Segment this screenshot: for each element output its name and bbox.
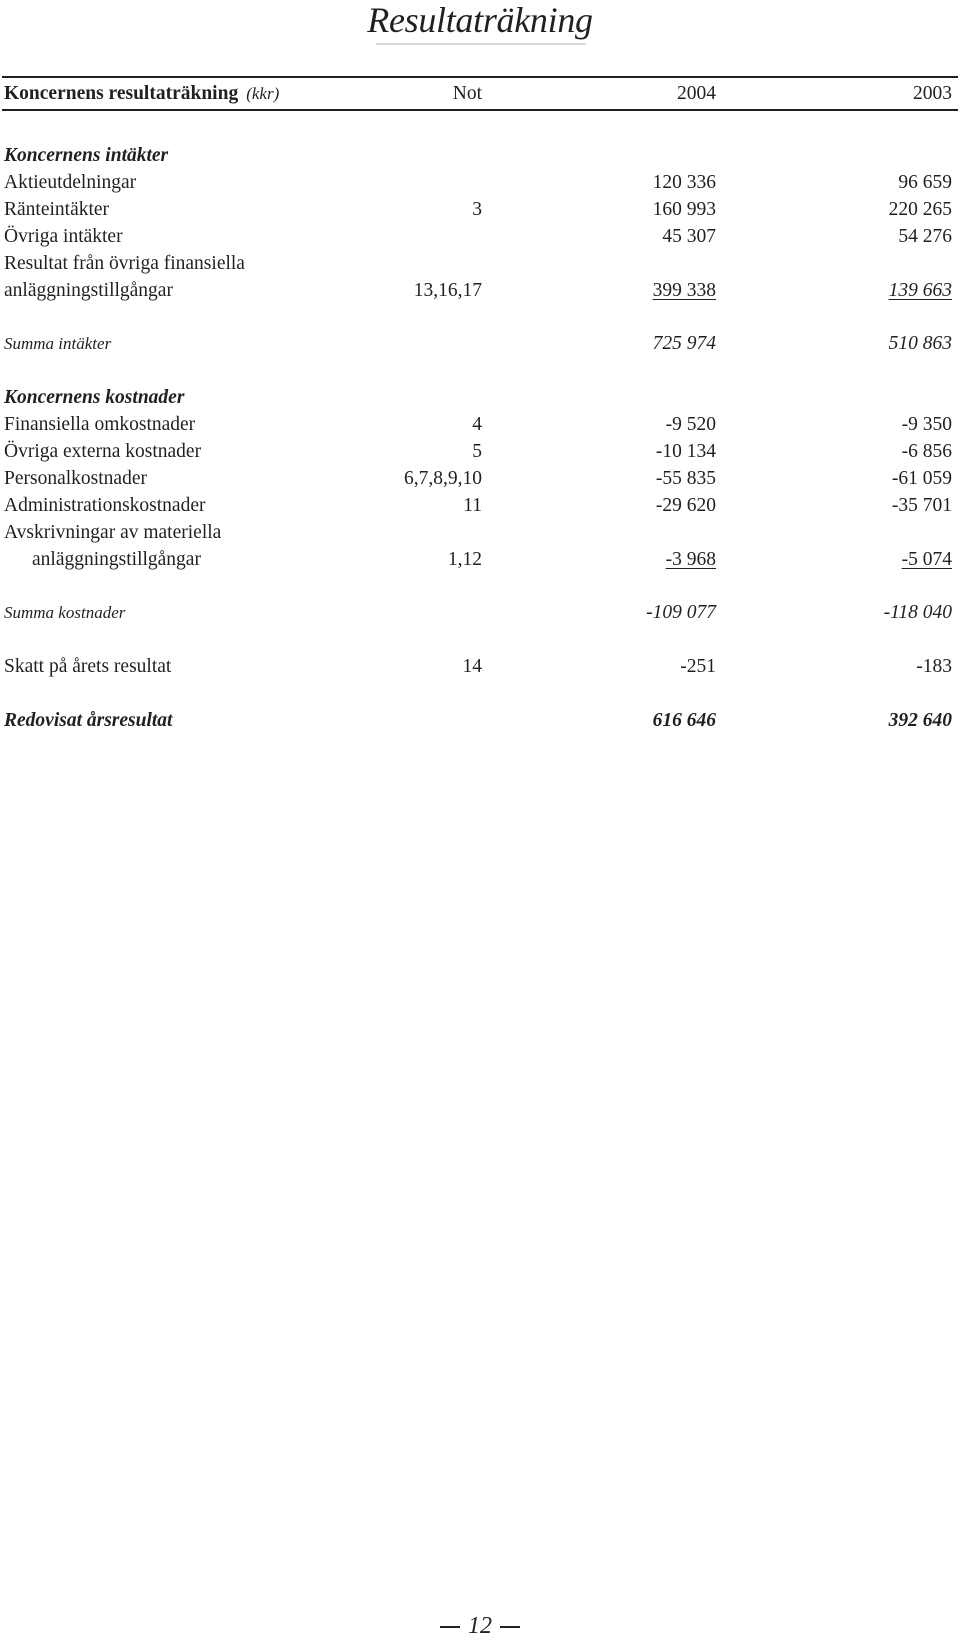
table-header-row (0, 80, 960, 108)
table-row (0, 546, 960, 574)
income-total-2003: 510 863 (888, 333, 952, 354)
section-heading-costs (0, 384, 960, 412)
row-note: 11 (463, 495, 482, 516)
table-row (0, 492, 960, 520)
row-value-2003: -6 856 (901, 441, 952, 462)
row-value-2003: 139 663 (888, 280, 952, 301)
table-row (0, 277, 960, 305)
row-value-2003: -35 701 (891, 495, 952, 516)
result-row (0, 707, 960, 735)
table-row (0, 438, 960, 466)
row-label: Övriga intäkter (4, 226, 123, 247)
table-row (0, 519, 960, 547)
column-header-2004: 2004 (677, 83, 716, 104)
row-value-2004: -10 134 (655, 441, 716, 462)
table-row (0, 250, 960, 278)
row-value-2003: -5 074 (901, 549, 952, 570)
tax-row (0, 653, 960, 681)
page-number (440, 1612, 520, 1640)
result-label: Redovisat årsresultat (4, 710, 173, 731)
row-value-2004: -55 835 (655, 468, 716, 489)
costs-heading: Koncernens kostnader (4, 387, 185, 408)
tax-value-2004: -251 (680, 656, 716, 677)
row-value-2004: 120 336 (652, 172, 716, 193)
row-label: Finansiella omkostnader (4, 414, 196, 435)
title-underline (376, 43, 586, 45)
tax-note: 14 (462, 656, 482, 677)
table-title (4, 80, 279, 108)
row-note: 1,12 (447, 549, 482, 570)
costs-total-label: Summa kostnader (4, 603, 126, 622)
page-number-dash-left (440, 1626, 460, 1628)
income-total-row (0, 330, 960, 358)
row-label-line1: Resultat från övriga finansiella (4, 253, 245, 274)
row-label: Personalkostnader (4, 468, 147, 489)
section-heading-income (0, 142, 960, 170)
row-value-2004: -9 520 (665, 414, 716, 435)
row-label-line2: anläggningstillgångar (32, 549, 201, 570)
row-note: 6,7,8,9,10 (404, 468, 482, 489)
row-note: 3 (472, 199, 482, 220)
row-note: 5 (472, 441, 482, 462)
row-value-2003: -9 350 (901, 414, 952, 435)
income-total-2004: 725 974 (652, 333, 716, 354)
row-value-2004: 45 307 (662, 226, 716, 247)
table-top-rule (2, 76, 958, 78)
row-value-2003: 54 276 (898, 226, 952, 247)
page-number-text: 12 (468, 1613, 492, 1639)
row-value-2004: -29 620 (655, 495, 716, 516)
income-heading: Koncernens intäkter (4, 145, 169, 166)
table-row (0, 196, 960, 224)
table-row (0, 411, 960, 439)
row-note: 13,16,17 (413, 280, 482, 301)
row-label: Aktieutdelningar (4, 172, 137, 193)
tax-value-2003: -183 (916, 656, 952, 677)
row-value-2003: 220 265 (888, 199, 952, 220)
page-number-dash-right (500, 1626, 520, 1628)
column-header-note: Not (452, 83, 482, 104)
result-value-2003: 392 640 (888, 710, 952, 731)
row-value-2004: 399 338 (652, 280, 716, 301)
column-header-2003: 2003 (913, 83, 952, 104)
costs-total-2003: -118 040 (883, 602, 952, 623)
row-label: Övriga externa kostnader (4, 441, 202, 462)
table-row (0, 223, 960, 251)
row-value-2004: 160 993 (652, 199, 716, 220)
row-label: Ränteintäkter (4, 199, 110, 220)
table-row (0, 465, 960, 493)
table-title-text: Koncernens resultaträkning (4, 83, 239, 104)
row-label: Administrationskostnader (4, 495, 206, 516)
table-header-rule (2, 109, 958, 111)
result-value-2004: 616 646 (652, 710, 716, 731)
row-value-2003: 96 659 (898, 172, 952, 193)
page-title: Resultaträkning (367, 0, 593, 40)
costs-total-2004: -109 077 (646, 602, 716, 623)
row-label-line2: anläggningstillgångar (4, 280, 173, 301)
table-row (0, 169, 960, 197)
row-value-2004: -3 968 (665, 549, 716, 570)
unit-label: (kkr) (246, 84, 280, 103)
row-label-line1: Avskrivningar av materiella (4, 522, 222, 543)
income-total-label: Summa intäkter (4, 334, 112, 353)
row-value-2003: -61 059 (891, 468, 952, 489)
row-note: 4 (472, 414, 482, 435)
tax-label: Skatt på årets resultat (4, 656, 172, 677)
costs-total-row (0, 599, 960, 627)
